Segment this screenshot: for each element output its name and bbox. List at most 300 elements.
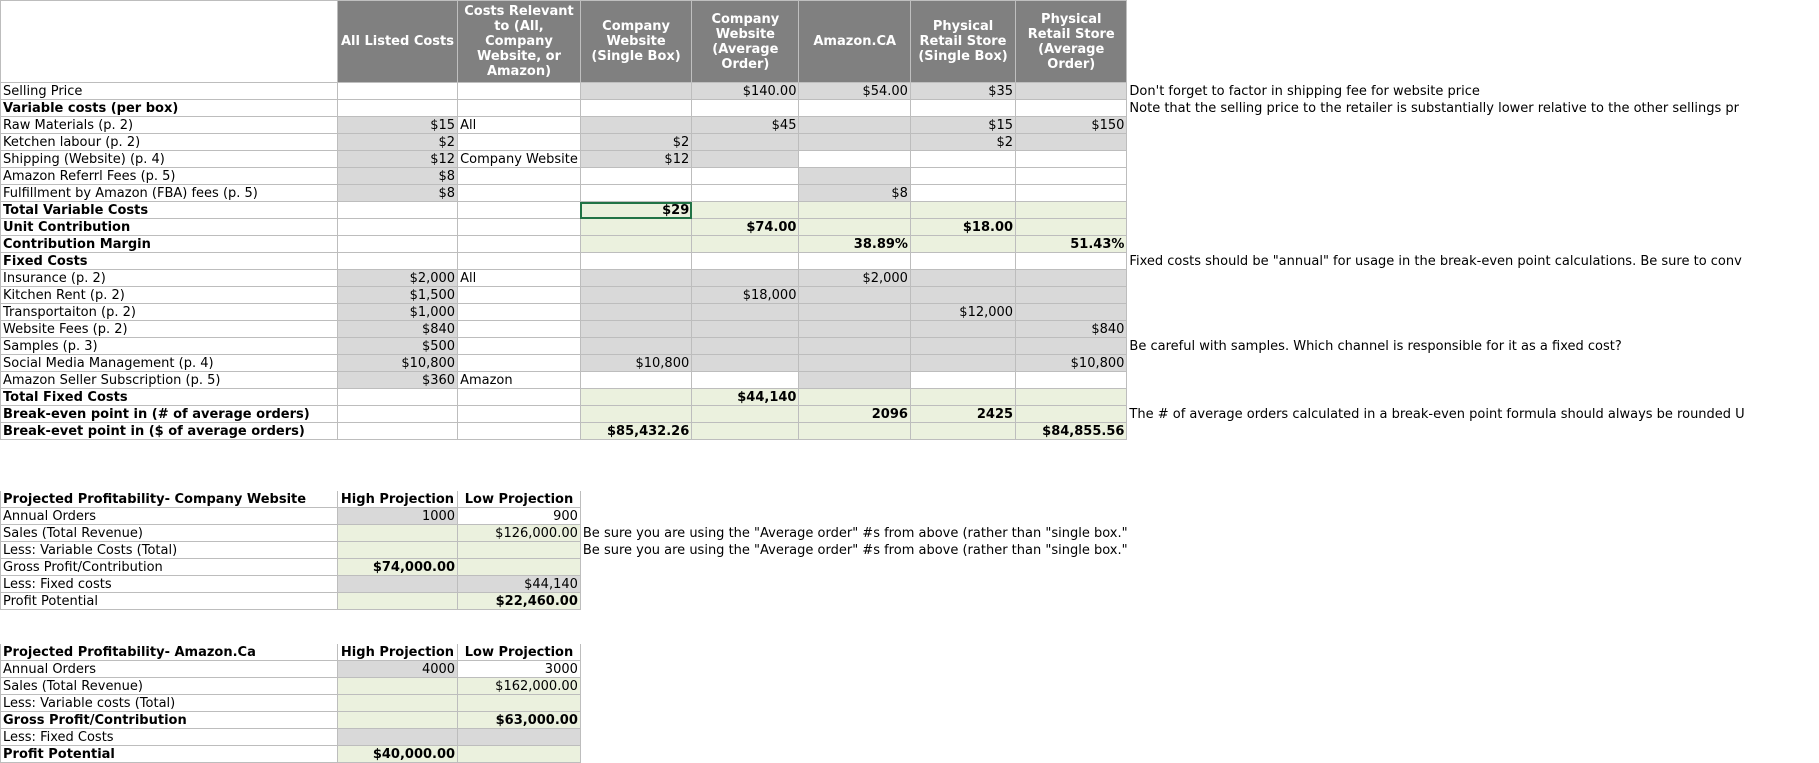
row-label[interactable]: Less: Variable costs (Total): [1, 695, 338, 712]
cell: [1, 627, 1819, 644]
cell-value[interactable]: $1,500: [337, 287, 457, 304]
row-label[interactable]: Break-evet point in ($ of average orders): [1, 423, 338, 440]
row-label[interactable]: Less: Fixed costs: [1, 576, 338, 593]
cell[interactable]: [1127, 270, 1819, 287]
cell[interactable]: [1016, 406, 1127, 423]
cell[interactable]: [1016, 389, 1127, 406]
spacer-row: [1, 610, 1819, 627]
cell-value[interactable]: $15: [337, 117, 457, 134]
cell[interactable]: [910, 151, 1015, 168]
cell[interactable]: [910, 168, 1015, 185]
cell-value[interactable]: $18.00: [910, 219, 1015, 236]
cell-value[interactable]: $126,000.00: [458, 525, 581, 542]
cell[interactable]: [337, 729, 457, 746]
row-label[interactable]: Samples (p. 3): [1, 338, 338, 355]
cell-value[interactable]: Company Website: [458, 151, 581, 168]
cell[interactable]: [458, 389, 581, 406]
cell[interactable]: [910, 185, 1015, 202]
table-row: [1, 746, 1819, 763]
cell[interactable]: [458, 338, 581, 355]
row-label[interactable]: Total Variable Costs: [1, 202, 338, 219]
cell[interactable]: [458, 100, 581, 117]
cell[interactable]: [1127, 151, 1819, 168]
row-label[interactable]: Less: Fixed Costs: [1, 729, 338, 746]
cell[interactable]: [458, 746, 581, 763]
cell[interactable]: [1016, 202, 1127, 219]
table-row: [1, 338, 1819, 355]
row-label[interactable]: Selling Price: [1, 83, 338, 100]
cell-value[interactable]: $500: [337, 338, 457, 355]
cell: [1, 457, 1819, 474]
cell[interactable]: [458, 304, 581, 321]
cell[interactable]: [910, 389, 1015, 406]
cell[interactable]: [337, 83, 457, 100]
table-row: [1, 287, 1819, 304]
row-label[interactable]: Fulfillment by Amazon (FBA) fees (p. 5): [1, 185, 338, 202]
col-header-high[interactable]: High Projection: [337, 491, 457, 508]
cell-value[interactable]: $85,432.26: [580, 423, 691, 440]
cell[interactable]: [1127, 1, 1819, 83]
cell[interactable]: [580, 321, 691, 338]
table-row: [1, 253, 1819, 270]
cell[interactable]: [799, 389, 910, 406]
cell[interactable]: [458, 287, 581, 304]
cell[interactable]: [337, 678, 457, 695]
row-label[interactable]: Ketchen labour (p. 2): [1, 134, 338, 151]
cell[interactable]: [580, 287, 691, 304]
cell[interactable]: [458, 695, 581, 712]
header-costs-relevant[interactable]: Costs Relevant to (All, Company Website, or Amazon): [458, 1, 581, 83]
cell[interactable]: [580, 219, 691, 236]
cell-value[interactable]: $140.00: [692, 83, 799, 100]
spacer-row: [1, 627, 1819, 644]
cell-value[interactable]: $84,855.56: [1016, 423, 1127, 440]
cell[interactable]: [580, 406, 691, 423]
cell[interactable]: [1, 1, 338, 83]
cell[interactable]: [580, 168, 691, 185]
cell[interactable]: [580, 236, 691, 253]
table-row: [1, 423, 1819, 440]
row-label[interactable]: Transportaiton (p. 2): [1, 304, 338, 321]
cell: [1, 474, 1819, 491]
cell[interactable]: [580, 100, 691, 117]
cell[interactable]: [799, 134, 910, 151]
header-row: [1, 1, 1819, 83]
cell[interactable]: [1127, 389, 1819, 406]
cell-value[interactable]: $2: [580, 134, 691, 151]
cell-value[interactable]: $8: [337, 168, 457, 185]
cell[interactable]: [692, 185, 799, 202]
cell[interactable]: [458, 219, 581, 236]
cell-value[interactable]: Amazon: [458, 372, 581, 389]
cell[interactable]: [692, 372, 799, 389]
cell[interactable]: [910, 423, 1015, 440]
cell[interactable]: [1127, 423, 1819, 440]
cell[interactable]: [692, 168, 799, 185]
cell[interactable]: [337, 525, 457, 542]
cell-value[interactable]: $2: [337, 134, 457, 151]
cell-value[interactable]: $18,000: [692, 287, 799, 304]
cell[interactable]: [337, 593, 457, 610]
cell[interactable]: [458, 542, 581, 559]
row-label[interactable]: Variable costs (per box): [1, 100, 338, 117]
cell-value[interactable]: $2,000: [799, 270, 910, 287]
cell[interactable]: [580, 83, 691, 100]
cell[interactable]: [337, 389, 457, 406]
cell[interactable]: [458, 253, 581, 270]
table-row: [1, 593, 1819, 610]
cell[interactable]: [692, 423, 799, 440]
cell[interactable]: [337, 219, 457, 236]
cell[interactable]: [580, 338, 691, 355]
cell-value[interactable]: All: [458, 117, 581, 134]
table-row: [1, 83, 1819, 100]
cell[interactable]: [1016, 219, 1127, 236]
cell[interactable]: [799, 355, 910, 372]
row-label[interactable]: Kitchen Rent (p. 2): [1, 287, 338, 304]
cell[interactable]: [799, 151, 910, 168]
cell[interactable]: [458, 83, 581, 100]
table-row: [1, 678, 1819, 695]
spacer-row: [1, 474, 1819, 491]
row-label[interactable]: Profit Potential: [1, 746, 338, 763]
cell-value[interactable]: $840: [337, 321, 457, 338]
section-title[interactable]: Projected Profitability- Amazon.Ca: [1, 644, 338, 661]
note-text[interactable]: The # of average orders calculated in a break-even point formula should always be rounded U: [1129, 407, 1745, 422]
cell-value[interactable]: $12,000: [910, 304, 1015, 321]
cell[interactable]: [799, 202, 910, 219]
selected-cell[interactable]: $29: [580, 202, 691, 219]
cell[interactable]: [580, 117, 691, 134]
cell-value[interactable]: 2425: [910, 406, 1015, 423]
cell: [1, 610, 1819, 627]
cell[interactable]: [692, 406, 799, 423]
cell[interactable]: [692, 304, 799, 321]
spacer-row: [1, 457, 1819, 474]
table-row: [1, 117, 1819, 134]
row-label[interactable]: Shipping (Website) (p. 4): [1, 151, 338, 168]
cell[interactable]: [1127, 287, 1819, 304]
cell[interactable]: [337, 202, 457, 219]
table-row: [1, 508, 1819, 525]
col-header-high[interactable]: High Projection: [337, 644, 457, 661]
cell-value[interactable]: $360: [337, 372, 457, 389]
cell[interactable]: [458, 406, 581, 423]
table-row: [1, 219, 1819, 236]
note-text[interactable]: Be careful with samples. Which channel is responsible for it as a fixed cost?: [1129, 339, 1622, 354]
cell[interactable]: [799, 253, 910, 270]
cell[interactable]: [799, 287, 910, 304]
cell[interactable]: [799, 304, 910, 321]
cell[interactable]: [910, 287, 1015, 304]
cell[interactable]: [910, 355, 1015, 372]
cell[interactable]: [1127, 355, 1819, 372]
row-label[interactable]: Gross Profit/Contribution: [1, 712, 338, 729]
table-row: [1, 406, 1819, 423]
cell[interactable]: [692, 236, 799, 253]
row-label[interactable]: Amazon Referrl Fees (p. 5): [1, 168, 338, 185]
row-label[interactable]: Contribution Margin: [1, 236, 338, 253]
cell[interactable]: [1127, 185, 1819, 202]
header-website-single[interactable]: Company Website (Single Box): [580, 1, 691, 83]
note-text[interactable]: Be sure you are using the "Average order" #s from above (rather than "single box.": [582, 543, 1128, 558]
cell[interactable]: [799, 168, 910, 185]
cell[interactable]: [580, 593, 1818, 610]
cell[interactable]: [458, 729, 581, 746]
table-row: [1, 491, 1819, 508]
cell[interactable]: [458, 355, 581, 372]
table-row: [1, 270, 1819, 287]
table-row: [1, 202, 1819, 219]
cell-value[interactable]: $44,140: [458, 576, 581, 593]
cell[interactable]: [337, 423, 457, 440]
row-label[interactable]: Sales (Total Revenue): [1, 525, 338, 542]
row-label[interactable]: Raw Materials (p. 2): [1, 117, 338, 134]
cell-value[interactable]: $840: [1016, 321, 1127, 338]
table-row: [1, 389, 1819, 406]
cell[interactable]: [458, 321, 581, 338]
cell[interactable]: [580, 695, 1818, 712]
cell-value[interactable]: $8: [337, 185, 457, 202]
cell-value[interactable]: $74,000.00: [337, 559, 457, 576]
cell-value[interactable]: $2: [910, 134, 1015, 151]
cell[interactable]: [1016, 168, 1127, 185]
col-header-low[interactable]: Low Projection: [458, 491, 581, 508]
table-row: [1, 168, 1819, 185]
cell[interactable]: [799, 100, 910, 117]
cell[interactable]: [1016, 270, 1127, 287]
cell[interactable]: [692, 202, 799, 219]
header-retail-average[interactable]: Physical Retail Store (Average Order): [1016, 1, 1127, 83]
table-row: [1, 372, 1819, 389]
cell-value[interactable]: $44,140: [692, 389, 799, 406]
cell[interactable]: [910, 270, 1015, 287]
cell[interactable]: [692, 151, 799, 168]
cell-value[interactable]: $12: [337, 151, 457, 168]
cell-value[interactable]: 38.89%: [799, 236, 910, 253]
cell[interactable]: [580, 712, 1818, 729]
table-row: [1, 151, 1819, 168]
row-label[interactable]: Gross Profit/Contribution: [1, 559, 338, 576]
cell[interactable]: [910, 338, 1015, 355]
header-website-average[interactable]: Company Website (Average Order): [692, 1, 799, 83]
table-row: [1, 134, 1819, 151]
row-label[interactable]: Social Media Management (p. 4): [1, 355, 338, 372]
cell-value[interactable]: $35: [910, 83, 1015, 100]
row-label[interactable]: Insurance (p. 2): [1, 270, 338, 287]
row-label[interactable]: Annual Orders: [1, 508, 338, 525]
cell-value[interactable]: $10,800: [1016, 355, 1127, 372]
cell[interactable]: [799, 117, 910, 134]
cell[interactable]: [692, 100, 799, 117]
cell[interactable]: [580, 559, 1818, 576]
cell[interactable]: [337, 236, 457, 253]
cell[interactable]: [1016, 100, 1127, 117]
cell-value[interactable]: $10,800: [337, 355, 457, 372]
cell[interactable]: [1016, 304, 1127, 321]
cell[interactable]: [1127, 117, 1819, 134]
table-row: [1, 695, 1819, 712]
cell[interactable]: [910, 202, 1015, 219]
cell[interactable]: [580, 372, 691, 389]
cell[interactable]: [799, 372, 910, 389]
cell-value[interactable]: $45: [692, 117, 799, 134]
cell[interactable]: [580, 661, 1818, 678]
cell[interactable]: [692, 321, 799, 338]
cell[interactable]: [337, 542, 457, 559]
cell[interactable]: [910, 236, 1015, 253]
cell[interactable]: [1127, 236, 1819, 253]
note-text[interactable]: Don't forget to factor in shipping fee for website price: [1129, 84, 1480, 99]
cell-value[interactable]: All: [458, 270, 581, 287]
cell[interactable]: [580, 389, 691, 406]
header-all-costs[interactable]: All Listed Costs: [337, 1, 457, 83]
header-retail-single[interactable]: Physical Retail Store (Single Box): [910, 1, 1015, 83]
table-row: [1, 185, 1819, 202]
cell[interactable]: [692, 355, 799, 372]
cell[interactable]: [1127, 219, 1819, 236]
row-label[interactable]: Less: Variable Costs (Total): [1, 542, 338, 559]
cell[interactable]: [692, 338, 799, 355]
cell[interactable]: [910, 321, 1015, 338]
cell-value[interactable]: $22,460.00: [458, 593, 581, 610]
table-row: [1, 661, 1819, 678]
cell[interactable]: [910, 253, 1015, 270]
cell[interactable]: [799, 423, 910, 440]
cell[interactable]: [580, 185, 691, 202]
cell[interactable]: [458, 134, 581, 151]
cell[interactable]: [1127, 321, 1819, 338]
cell-value[interactable]: $162,000.00: [458, 678, 581, 695]
cell-value[interactable]: $1,000: [337, 304, 457, 321]
cell[interactable]: [799, 219, 910, 236]
row-label[interactable]: Total Fixed Costs: [1, 389, 338, 406]
cell[interactable]: [1016, 253, 1127, 270]
table-row: [1, 100, 1819, 117]
cell[interactable]: [1016, 338, 1127, 355]
cell[interactable]: [337, 253, 457, 270]
cell[interactable]: [337, 695, 457, 712]
cell[interactable]: [580, 253, 691, 270]
cell[interactable]: [458, 559, 581, 576]
cell[interactable]: [1127, 372, 1819, 389]
cell-value[interactable]: 2096: [799, 406, 910, 423]
cell[interactable]: [580, 304, 691, 321]
cell[interactable]: [799, 321, 910, 338]
cell[interactable]: [580, 678, 1818, 695]
cell[interactable]: [1016, 287, 1127, 304]
table-row: [1, 712, 1819, 729]
cell-value[interactable]: 1000: [337, 508, 457, 525]
cell-value[interactable]: $74.00: [692, 219, 799, 236]
cell[interactable]: [458, 423, 581, 440]
row-label[interactable]: Sales (Total Revenue): [1, 678, 338, 695]
cell[interactable]: [910, 372, 1015, 389]
cell[interactable]: [337, 406, 457, 423]
col-header-low[interactable]: Low Projection: [458, 644, 581, 661]
cell[interactable]: [458, 202, 581, 219]
cell[interactable]: [580, 729, 1818, 746]
cell[interactable]: [580, 644, 1818, 661]
note-text[interactable]: Fixed costs should be "annual" for usage in the break-even point calculations. Be sure to conv: [1129, 254, 1742, 269]
cell[interactable]: [580, 576, 1818, 593]
cell[interactable]: [1127, 134, 1819, 151]
cell[interactable]: [1016, 151, 1127, 168]
cell-value[interactable]: $12: [580, 151, 691, 168]
cell[interactable]: [1016, 372, 1127, 389]
row-label[interactable]: Amazon Seller Subscription (p. 5): [1, 372, 338, 389]
table-row: [1, 236, 1819, 253]
cell[interactable]: [1016, 185, 1127, 202]
cell[interactable]: [1127, 168, 1819, 185]
cell[interactable]: [910, 100, 1015, 117]
cell-value[interactable]: $54.00: [799, 83, 910, 100]
row-label[interactable]: Annual Orders: [1, 661, 338, 678]
section-title[interactable]: Projected Profitability- Company Website: [1, 491, 338, 508]
cell-value[interactable]: $63,000.00: [458, 712, 581, 729]
cell-value[interactable]: 4000: [337, 661, 457, 678]
cell-value[interactable]: $40,000.00: [337, 746, 457, 763]
table-row: [1, 355, 1819, 372]
cell[interactable]: [799, 338, 910, 355]
note-text[interactable]: Note that the selling price to the retailer is substantially lower relative to the other sellings pr: [1129, 101, 1739, 116]
cell-value[interactable]: 51.43%: [1016, 236, 1127, 253]
cell[interactable]: [1016, 134, 1127, 151]
cell-value[interactable]: $10,800: [580, 355, 691, 372]
cell-value[interactable]: 900: [458, 508, 581, 525]
cell[interactable]: [1127, 202, 1819, 219]
table-row: [1, 644, 1819, 661]
table-row: [1, 542, 1819, 559]
cell[interactable]: [458, 185, 581, 202]
cell[interactable]: [580, 508, 1818, 525]
row-label[interactable]: Unit Contribution: [1, 219, 338, 236]
cell[interactable]: [580, 270, 691, 287]
cell[interactable]: [337, 100, 457, 117]
row-label[interactable]: Website Fees (p. 2): [1, 321, 338, 338]
cell[interactable]: [1127, 304, 1819, 321]
cell[interactable]: [458, 236, 581, 253]
table-row: [1, 729, 1819, 746]
cell[interactable]: [1016, 83, 1127, 100]
row-label[interactable]: Break-even point in (# of average orders): [1, 406, 338, 423]
cell-value[interactable]: $15: [910, 117, 1015, 134]
cell[interactable]: [458, 168, 581, 185]
cell-value[interactable]: $2,000: [337, 270, 457, 287]
cell[interactable]: [337, 712, 457, 729]
cell-value[interactable]: $8: [799, 185, 910, 202]
cell[interactable]: [692, 134, 799, 151]
note-text[interactable]: Be sure you are using the "Average order" #s from above (rather than "single box.": [582, 526, 1128, 541]
spacer-row: [1, 440, 1819, 457]
cell[interactable]: [692, 253, 799, 270]
cell[interactable]: [580, 491, 1818, 508]
table-row: [1, 321, 1819, 338]
table-row: [1, 304, 1819, 321]
row-label[interactable]: Profit Potential: [1, 593, 338, 610]
table-row: [1, 525, 1819, 542]
cell: [1, 440, 1819, 457]
cell-value[interactable]: $150: [1016, 117, 1127, 134]
cell[interactable]: [692, 270, 799, 287]
cell[interactable]: [580, 746, 1818, 763]
cell-value[interactable]: 3000: [458, 661, 581, 678]
header-amazon[interactable]: Amazon.CA: [799, 1, 910, 83]
row-label[interactable]: Fixed Costs: [1, 253, 338, 270]
table-row: [1, 559, 1819, 576]
cell[interactable]: [337, 576, 457, 593]
table-row: [1, 576, 1819, 593]
